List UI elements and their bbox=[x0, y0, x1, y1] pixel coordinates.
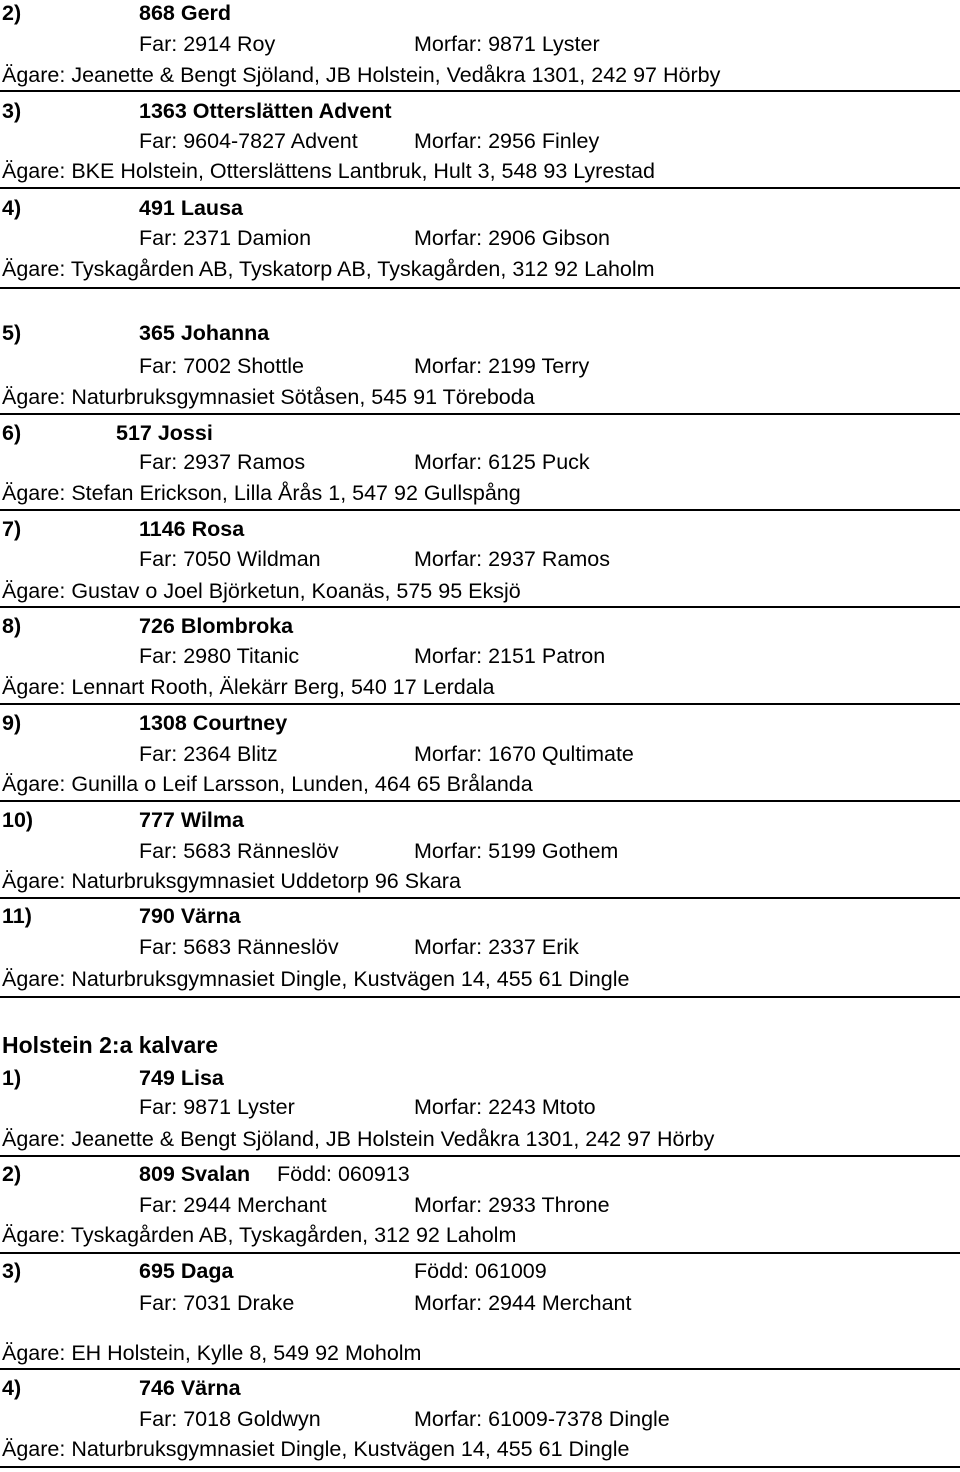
entry-name: 790 Värna bbox=[139, 904, 241, 928]
entry-father: Far: 5683 Ränneslöv bbox=[139, 839, 339, 863]
entry-maternal-grandfather: Morfar: 2906 Gibson bbox=[414, 226, 610, 250]
entry-number: 3) bbox=[2, 99, 22, 123]
entry-owner: Ägare: Stefan Erickson, Lilla Årås 1, 547 92 Gullspång bbox=[2, 481, 521, 505]
entry-father: Far: 5683 Ränneslöv bbox=[139, 935, 339, 959]
entry-number: 1) bbox=[2, 1066, 22, 1090]
entry-owner: Ägare: Naturbruksgymnasiet Sötåsen, 545 91 Töreboda bbox=[2, 385, 535, 409]
divider bbox=[0, 606, 960, 608]
entry-maternal-grandfather: Morfar: 2937 Ramos bbox=[414, 547, 610, 571]
entry-name: 491 Lausa bbox=[139, 196, 243, 220]
divider bbox=[0, 996, 960, 998]
entry-name: 1146 Rosa bbox=[139, 517, 245, 541]
entry-name: 695 Daga bbox=[139, 1259, 234, 1283]
entry-father: Far: 2944 Merchant bbox=[139, 1193, 327, 1217]
entry-number: 6) bbox=[2, 421, 22, 445]
divider bbox=[0, 1368, 960, 1370]
divider bbox=[0, 90, 960, 92]
divider bbox=[0, 1155, 960, 1157]
entry-maternal-grandfather: Morfar: 5199 Gothem bbox=[414, 839, 619, 863]
entry-father: Far: 7050 Wildman bbox=[139, 547, 321, 571]
entry-father: Far: 2980 Titanic bbox=[139, 644, 300, 668]
entry-father: Far: 2937 Ramos bbox=[139, 450, 306, 474]
entry-number: 2) bbox=[2, 1162, 22, 1186]
entry-owner: Ägare: Tyskagården AB, Tyskatorp AB, Tyskagården, 312 92 Laholm bbox=[2, 257, 655, 281]
divider bbox=[0, 187, 960, 189]
entry-owner: Ägare: Lennart Rooth, Älekärr Berg, 540 17 Lerdala bbox=[2, 675, 495, 699]
entry-maternal-grandfather: Morfar: 2199 Terry bbox=[414, 354, 590, 378]
section-heading: Holstein 2:a kalvare bbox=[2, 1032, 219, 1058]
entry-born: Född: 060913 bbox=[277, 1162, 410, 1186]
entry-father: Far: 9604-7827 Advent bbox=[139, 129, 358, 153]
divider bbox=[0, 1466, 960, 1468]
entry-father: Far: 2364 Blitz bbox=[139, 742, 278, 766]
divider bbox=[0, 897, 960, 899]
entry-maternal-grandfather: Morfar: 61009-7378 Dingle bbox=[414, 1407, 670, 1431]
entry-name: 777 Wilma bbox=[139, 808, 244, 832]
entry-name: 809 Svalan bbox=[139, 1162, 251, 1186]
entry-maternal-grandfather: Morfar: 2151 Patron bbox=[414, 644, 606, 668]
entry-maternal-grandfather: Morfar: 2944 Merchant bbox=[414, 1291, 632, 1315]
entry-maternal-grandfather: Morfar: 6125 Puck bbox=[414, 450, 590, 474]
entry-number: 10) bbox=[2, 808, 34, 832]
entry-maternal-grandfather: Morfar: 2956 Finley bbox=[414, 129, 600, 153]
entry-owner: Ägare: Tyskagården AB, Tyskagården, 312 92 Laholm bbox=[2, 1223, 517, 1247]
entry-name: 365 Johanna bbox=[139, 321, 270, 345]
divider bbox=[0, 287, 960, 289]
entry-maternal-grandfather: Morfar: 2337 Erik bbox=[414, 935, 579, 959]
entry-father: Far: 2371 Damion bbox=[139, 226, 312, 250]
entry-number: 5) bbox=[2, 321, 22, 345]
entry-maternal-grandfather: Morfar: 2933 Throne bbox=[414, 1193, 610, 1217]
entry-name: 868 Gerd bbox=[139, 1, 232, 25]
entry-number: 4) bbox=[2, 196, 22, 220]
entry-number: 8) bbox=[2, 614, 22, 638]
entry-owner: Ägare: BKE Holstein, Otterslättens Lantbruk, Hult 3, 548 93 Lyrestad bbox=[2, 159, 655, 183]
entry-name: 746 Värna bbox=[139, 1376, 241, 1400]
entry-owner: Ägare: Jeanette & Bengt Sjöland, JB Holstein Vedåkra 1301, 242 97 Hörby bbox=[2, 1127, 715, 1151]
entry-owner: Ägare: Naturbruksgymnasiet Dingle, Kustvägen 14, 455 61 Dingle bbox=[2, 1437, 630, 1461]
entry-name: 726 Blombroka bbox=[139, 614, 294, 638]
entry-number: 3) bbox=[2, 1259, 22, 1283]
entry-maternal-grandfather: Morfar: 2243 Mtoto bbox=[414, 1095, 596, 1119]
divider bbox=[0, 413, 960, 415]
entry-number: 7) bbox=[2, 517, 22, 541]
entry-name: 749 Lisa bbox=[139, 1066, 224, 1090]
entry-father: Far: 7031 Drake bbox=[139, 1291, 295, 1315]
entry-owner: Ägare: Gustav o Joel Björketun, Koanäs, 575 95 Eksjö bbox=[2, 579, 521, 603]
divider bbox=[0, 800, 960, 802]
entry-father: Far: 2914 Roy bbox=[139, 32, 276, 56]
entry-number: 11) bbox=[2, 904, 32, 928]
entry-father: Far: 7002 Shottle bbox=[139, 354, 304, 378]
entry-number: 2) bbox=[2, 1, 22, 25]
divider bbox=[0, 509, 960, 511]
entry-maternal-grandfather: Morfar: 9871 Lyster bbox=[414, 32, 600, 56]
entry-father: Far: 9871 Lyster bbox=[139, 1095, 295, 1119]
entry-owner: Ägare: EH Holstein, Kylle 8, 549 92 Moholm bbox=[2, 1341, 422, 1365]
entry-name: 1308 Courtney bbox=[139, 711, 288, 735]
entry-owner: Ägare: Naturbruksgymnasiet Dingle, Kustvägen 14, 455 61 Dingle bbox=[2, 967, 630, 991]
entry-owner: Ägare: Gunilla o Leif Larsson, Lunden, 464 65 Brålanda bbox=[2, 772, 533, 796]
divider bbox=[0, 703, 960, 705]
entry-number: 4) bbox=[2, 1376, 22, 1400]
entry-owner: Ägare: Naturbruksgymnasiet Uddetorp 96 Skara bbox=[2, 869, 461, 893]
entry-born: Född: 061009 bbox=[414, 1259, 547, 1283]
entry-maternal-grandfather: Morfar: 1670 Qultimate bbox=[414, 742, 634, 766]
entry-number: 9) bbox=[2, 711, 22, 735]
entry-name: 517 Jossi bbox=[116, 421, 213, 445]
entry-father: Far: 7018 Goldwyn bbox=[139, 1407, 321, 1431]
entry-name: 1363 Otterslätten Advent bbox=[139, 99, 392, 123]
divider bbox=[0, 1252, 960, 1254]
entry-owner: Ägare: Jeanette & Bengt Sjöland, JB Holstein, Vedåkra 1301, 242 97 Hörby bbox=[2, 63, 721, 87]
